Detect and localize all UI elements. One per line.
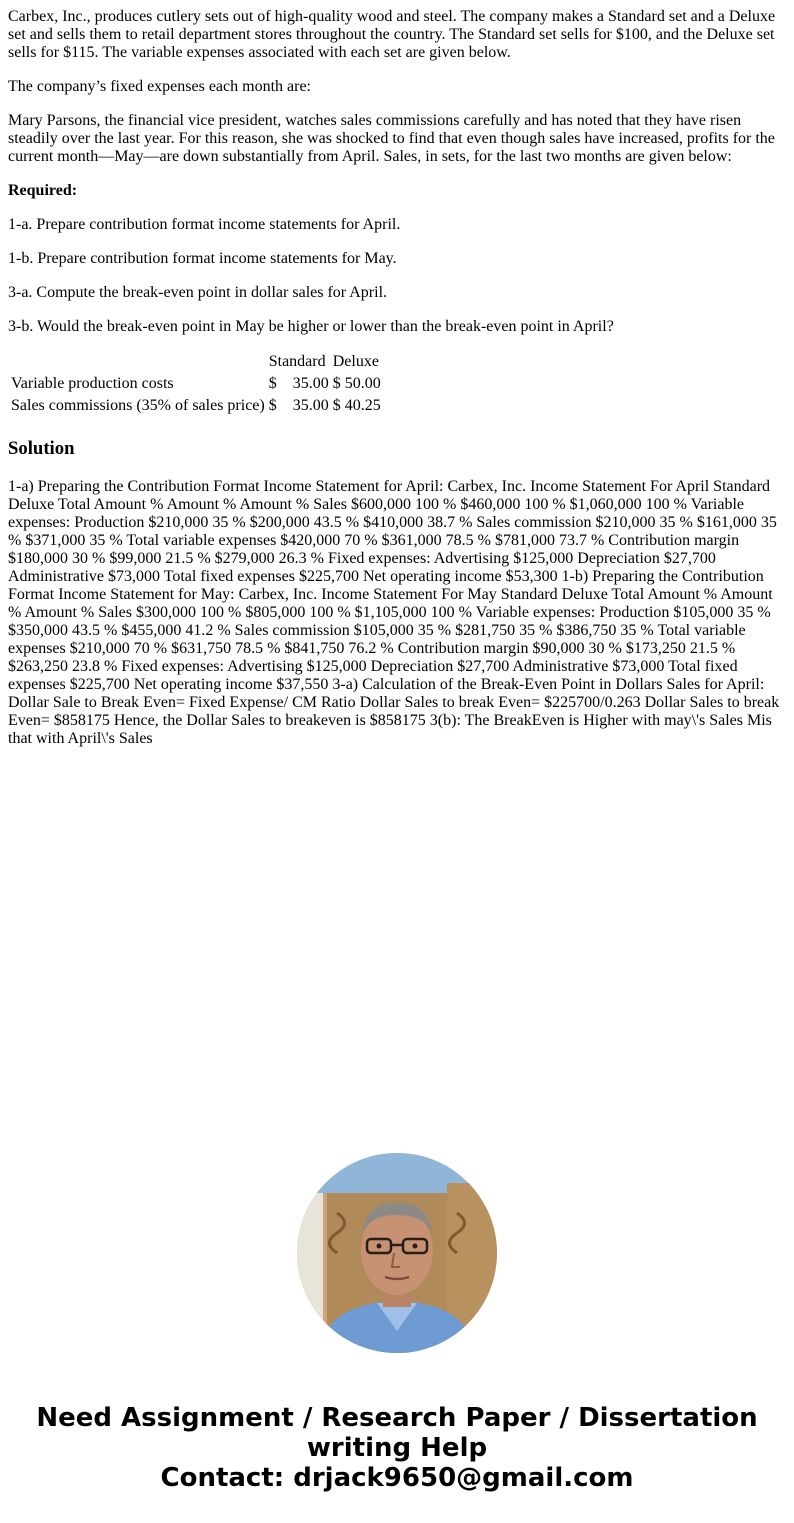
tutor-avatar: [297, 1153, 497, 1353]
table-header-standard: Standard: [268, 353, 326, 370]
problem-paragraph-2: The company’s fixed expenses each month are:: [8, 78, 311, 95]
task-1a: 1-a. Prepare contribution format income statements for April.: [8, 216, 401, 233]
standard-value: 35.00: [292, 375, 329, 392]
document-body: [8, 8, 786, 764]
tutor-portrait-image: [297, 1153, 497, 1353]
deluxe-currency: $: [332, 397, 341, 414]
table-header-deluxe: Deluxe: [332, 353, 379, 370]
task-3a: 3-a. Compute the break-even point in dollar sales for April.: [8, 284, 388, 301]
standard-currency: $: [268, 375, 277, 392]
solution-text: 1-a) Preparing the Contribution Format Income Statement for April: Carbex, Inc. Income Statement For April Standard Deluxe Total Amount % Amount % Amount % Sales $600,000 100 % $460,000 100 % $1,060,000 100 % Variable expenses: Production $210,000 35 % $200,000 43.5 % $410,000 38.7 % Sales commission $210,000 35 % $161,000 35 % $371,000 35 % Total variable expenses $420,000 70 % $361,000 78.5 % $781,000 73.7 % Contribution margin $180,000 30 % $99,000 21.5 % $279,000 26.3 % Fixed expenses: Advertising $125,000 Depreciation $27,700 Administrative $73,000 Total fixed expenses $225,700 Net operating income $53,300 1-b) Preparing the Contribution Format Income Statement for May: Carbex, Inc. Income Statement For May Standard Deluxe Total Amount % Amount % Amount % Sales $300,000 100 % $805,000 100 % $1,105,000 100 % Variable expenses: Production $105,000 35 % $350,000 43.5 % $455,000 41.2 % Sales commission $105,000 35 % $281,750 35 % $386,750 35 % Total variable expenses $210,000 70 % $631,750 78.5 % $841,750 76.2 % Contribution margin $90,000 30 % $173,250 21.5 % $263,250 23.8 % Fixed expenses: Advertising $125,000 Depreciation $27,700 Administrative $73,000 Total fixed expenses $225,700 Net operating income $37,550 3-a) Calculation of the Break-Even Point in Dollars Sales for April: Dollar Sale to Break Even= Fixed Expense/ CM Ratio Dollar Sales to break Even= $225700/0.263 Dollar Sales to break Even= $858175 Hence, the Dollar Sales to breakeven is $858175 3(b): The BreakEven is Higher with may\'s Sales Mis that with April\'s Sales: [8, 478, 780, 747]
promo-banner: [0, 1403, 794, 1493]
row-label: Sales commissions (35% of sales price): [11, 397, 265, 414]
problem-paragraph-1: Carbex, Inc., produces cutlery sets out of high-quality wood and steel. The company makes a Standard set and a Deluxe set and sells them to retail department stores throughout the country. The Standard set sells for $100, and the Deluxe set sells for $115. The variable expenses associated with each set are given below.: [8, 8, 776, 61]
table-row: [10, 396, 382, 416]
solution-heading: Solution: [8, 438, 75, 459]
task-3b: 3-b. Would the break-even point in May be higher or lower than the break-even point in April?: [8, 318, 614, 335]
task-1b: 1-b. Prepare contribution format income statements for May.: [8, 250, 397, 267]
table-row: [10, 374, 382, 394]
table-header-blank: [10, 352, 266, 372]
promo-line-1: Need Assignment / Research Paper / Dissertation: [36, 1403, 758, 1433]
table-header-row: [10, 352, 382, 372]
promo-line-2: writing Help: [306, 1433, 488, 1463]
variable-cost-table: [8, 350, 384, 418]
row-label: Variable production costs: [11, 375, 174, 392]
promo-contact-line: Contact: drjack9650@gmail.com: [160, 1463, 634, 1493]
standard-value: 35.00: [292, 397, 329, 414]
deluxe-value: 40.25: [344, 397, 381, 414]
deluxe-currency: $: [332, 375, 341, 392]
required-heading: Required:: [8, 182, 78, 199]
deluxe-value: 50.00: [344, 375, 381, 392]
standard-currency: $: [268, 397, 277, 414]
problem-paragraph-3: Mary Parsons, the financial vice president, watches sales commissions carefully and has noted that they have risen steadily over the last year. For this reason, she was shocked to find that even though sales have increased, profits for the current month—May—are down substantially from April. Sales, in sets, for the last two months are given below:: [8, 112, 775, 165]
